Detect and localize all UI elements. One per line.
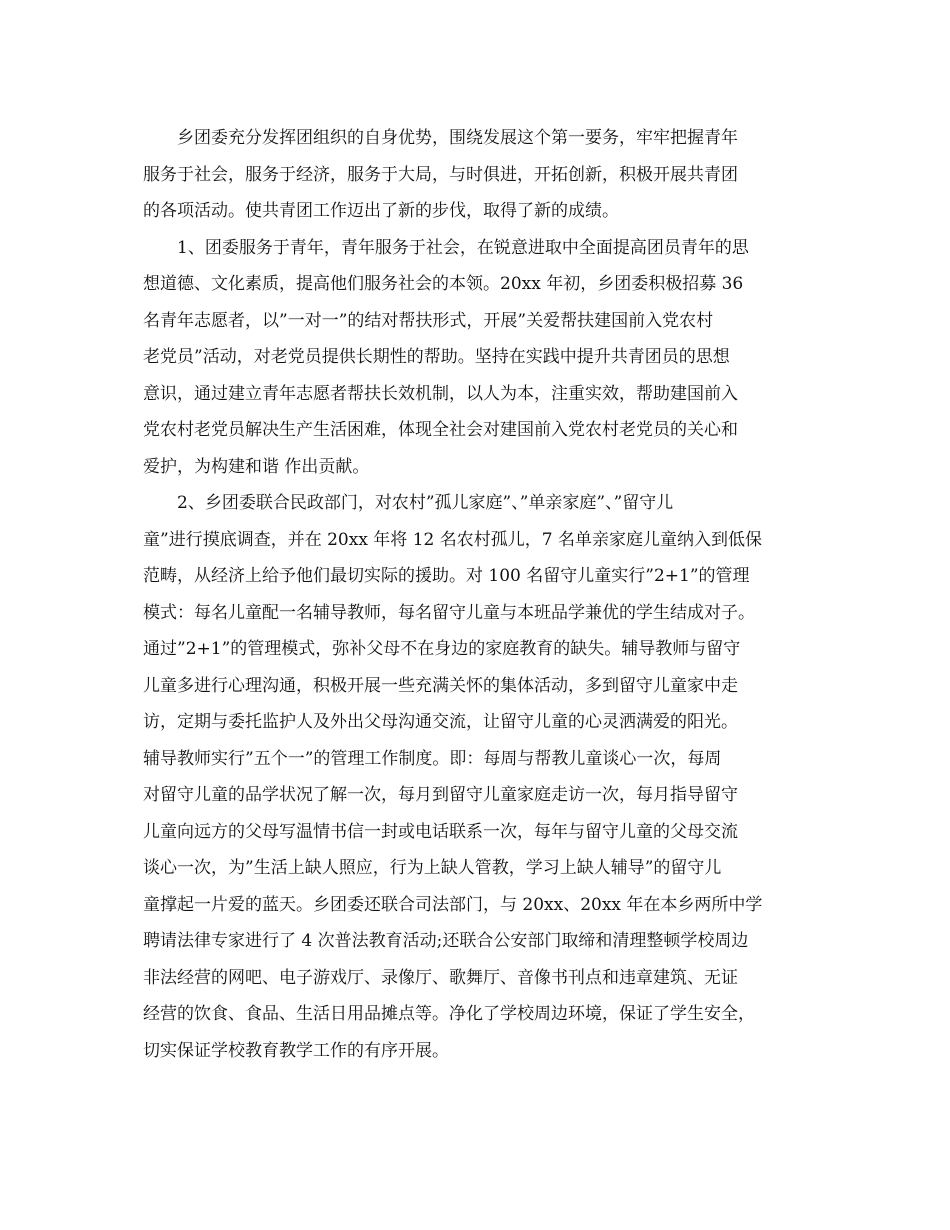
- text-line: 童”进行摸底调查，并在 20xx 年将 12 名农村孤儿，7 名单亲家庭儿童纳入到低保: [143, 529, 762, 550]
- text-line: 聘请法律专家进行了 4 次普法教育活动;还联合公安部门取缔和清理整顿学校周边: [143, 931, 749, 951]
- text-line: 通过”2+1”的管理模式，弥补父母不在身边的家庭教育的缺失。辅导教师与留守: [143, 639, 741, 659]
- text-line: 对留守儿童的品学状况了解一次，每月到留守儿童家庭走访一次，每月指导留守: [143, 785, 738, 805]
- paragraph-item-2: [143, 485, 807, 1069]
- text-line: 名青年志愿者，以”一对一”的结对帮扶形式，开展”关爱帮扶建国前入党农村: [143, 310, 714, 331]
- text-line: 范畴，从经济上给予他们最切实际的援助。对 100 名留守儿童实行”2+1”的管理: [143, 566, 750, 586]
- text-line: 爱护，为构建和谐 作出贡献。: [143, 456, 370, 477]
- text-line: 2、乡团委联合民政部门，对农村”孤儿家庭”、”单亲家庭”、”留守儿: [177, 493, 674, 513]
- paragraph-item-1: [143, 230, 807, 486]
- text-line: 童撑起一片爱的蓝天。乡团委还联合司法部门，与 20xx、20xx 年在本乡两所中学: [143, 894, 763, 915]
- text-line: 党农村老党员解决生产生活困难，体现全社会对建国前入党农村老党员的关心和: [143, 420, 738, 440]
- document-body: [143, 120, 807, 1069]
- text-line: 想道德、文化素质，提高他们服务社会的本领。20xx 年初，乡团委积极招募 36: [143, 274, 744, 294]
- text-line: 乡团委充分发挥团组织的自身优势，围绕发展这个第一要务，牢牢把握青年: [177, 128, 738, 148]
- text-line: 儿童向远方的父母写温情书信一封或电话联系一次，每年与留守儿童的父母交流: [143, 821, 738, 842]
- text-line: 服务于社会，服务于经济，服务于大局，与时俱进，开拓创新，积极开展共青团: [143, 164, 738, 185]
- text-line: 儿童多进行心理沟通，积极开展一些充满关怀的集体活动，多到留守儿童家中走: [143, 675, 738, 696]
- text-line: 意识，通过建立青年志愿者帮扶长效机制，以人为本，注重实效，帮助建国前入: [143, 383, 738, 404]
- text-line: 1、团委服务于青年，青年服务于社会，在锐意进取中全面提高团员青年的思: [177, 237, 749, 258]
- text-line: 的各项活动。使共青团工作迈出了新的步伐，取得了新的成绩。: [143, 201, 619, 221]
- text-line: 老党员”活动，对老党员提供长期性的帮助。坚持在实践中提升共青团员的思想: [143, 347, 730, 367]
- text-line: 非法经营的网吧、电子游戏厅、录像厅、歌舞厅、音像书刊点和违章建筑、无证: [143, 967, 738, 988]
- text-line: 辅导教师实行”五个一”的管理工作制度。即：每周与帮教儿童谈心一次，每周: [143, 748, 722, 769]
- text-line: 切实保证学校教育教学工作的有序开展。: [143, 1040, 449, 1061]
- paragraph-intro: [143, 120, 807, 230]
- text-line: 访，定期与委托监护人及外出父母沟通交流，让留守儿童的心灵洒满爱的阳光。: [143, 712, 738, 732]
- text-line: 经营的饮食、食品、生活日用品摊点等。净化了学校周边环境，保证了学生安全，: [143, 1004, 755, 1024]
- text-line: 模式：每名儿童配一名辅导教师，每名留守儿童与本班品学兼优的学生结成对子。: [143, 602, 755, 623]
- text-line: 谈心一次，为”生活上缺人照应，行为上缺人管教，学习上缺人辅导”的留守儿: [143, 858, 722, 878]
